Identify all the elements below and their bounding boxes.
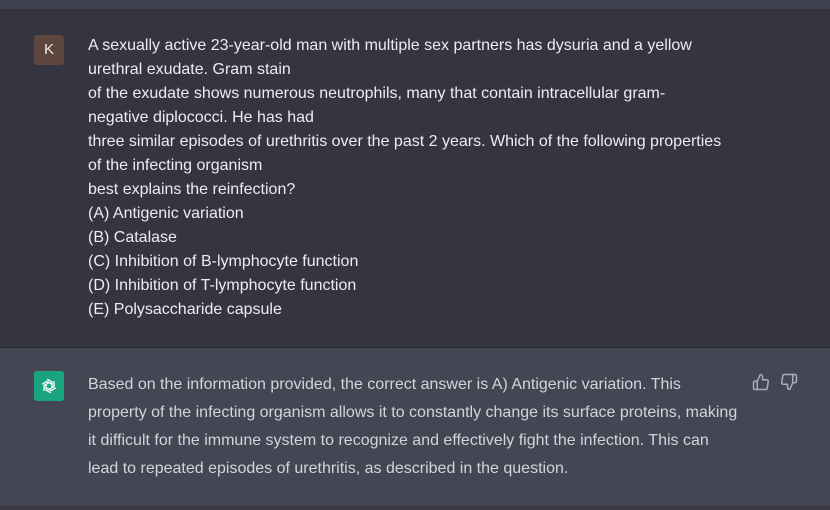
- assistant-response-text: Based on the information provided, the correct answer is A) Antigenic variation. This property of the infecting organism allows it to constantly change its surface proteins, making it difficult for the immune system to recognize and effectively fight the infection. This can lead to repeated episodes of urethritis, as described in the question.: [88, 376, 738, 477]
- user-line: of the infecting organism: [88, 157, 263, 174]
- user-avatar: K: [34, 35, 64, 65]
- user-line: best explains the reinfection?: [88, 181, 296, 198]
- user-message: [0, 9, 830, 348]
- option-d: (D) Inhibition of T-lymphocyte function: [88, 277, 357, 294]
- user-line: three similar episodes of urethritis over the past 2 years. Which of the following properties: [88, 133, 722, 150]
- option-c: (C) Inhibition of B-lymphocyte function: [88, 253, 359, 270]
- user-line: of the exudate shows numerous neutrophils, many that contain intracellular gram-: [88, 85, 666, 102]
- bottom-strip: [0, 506, 830, 510]
- assistant-message: [0, 348, 830, 510]
- feedback-buttons: [752, 373, 798, 391]
- option-e: (E) Polysaccharide capsule: [88, 301, 282, 318]
- top-bar: [0, 0, 830, 9]
- openai-logo-icon: [34, 371, 64, 401]
- user-line: A sexually active 23-year-old man with multiple sex partners has dysuria and a yellow: [88, 37, 692, 54]
- thumbs-down-icon[interactable]: [780, 373, 798, 391]
- option-b: (B) Catalase: [88, 229, 177, 246]
- thumbs-up-icon[interactable]: [752, 373, 770, 391]
- option-a: (A) Antigenic variation: [88, 205, 244, 222]
- user-message-text: [88, 34, 748, 322]
- user-line: negative diplococci. He has had: [88, 109, 314, 126]
- user-line: urethral exudate. Gram stain: [88, 61, 291, 78]
